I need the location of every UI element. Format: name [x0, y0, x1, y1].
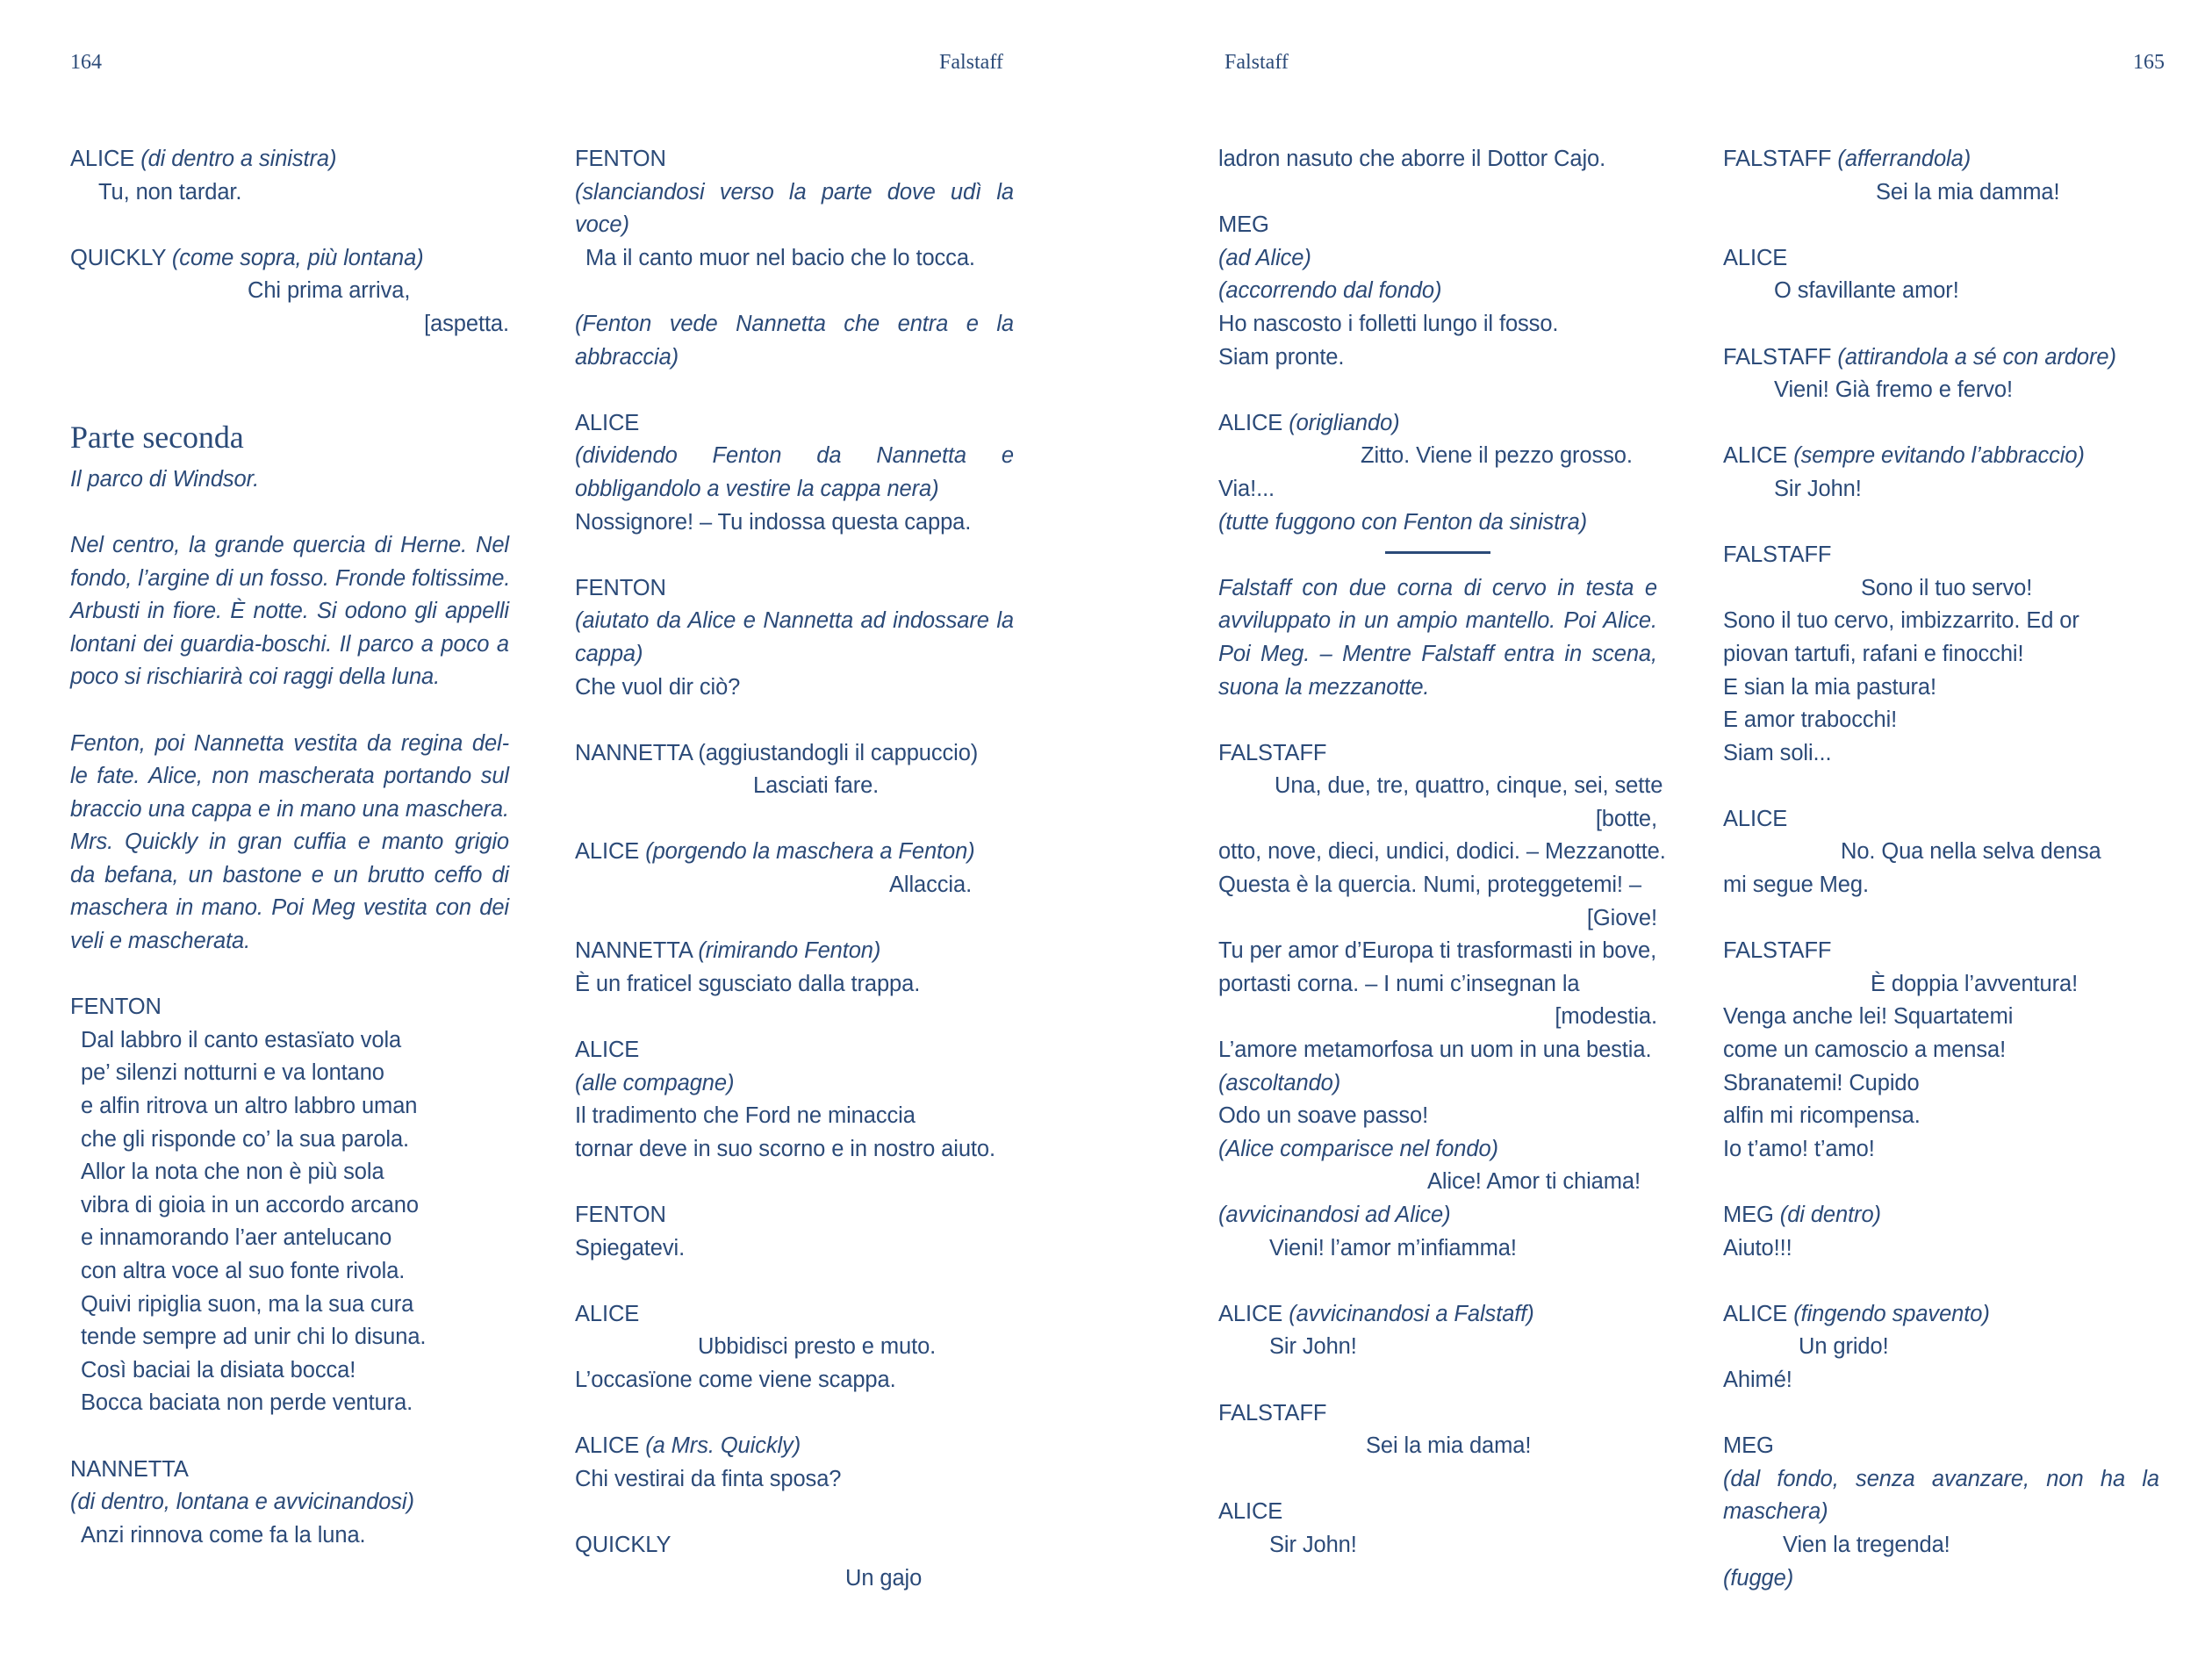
stage-direction: (a Mrs. Quickly) [645, 1433, 801, 1459]
verse-line: Bocca baciata non perde ventura. [81, 1390, 413, 1416]
verse-line: Così baciai la disiata bocca! [81, 1357, 356, 1382]
speech-heading [1723, 1199, 2159, 1232]
verse-line: ladron nasuto che aborre il Dottor Cajo. [1218, 147, 1606, 171]
verse-line: Sono il tuo cervo, imbizzarrito. Ed or [1723, 608, 2079, 634]
scene-description-line: da befana, un bastone e un brutto ceffo di [70, 862, 509, 887]
section-heading: Parte seconda [70, 419, 244, 455]
character-name: ALICE [1218, 410, 1283, 435]
verse-line: Sei la mia dama! [1366, 1433, 1532, 1459]
stage-direction: (avvicinandosi ad Alice) [1218, 1203, 1451, 1227]
verse-line: Alice! Amor ti chiama! [1427, 1169, 1641, 1195]
verse-line: O sfavillante amor! [1774, 278, 1959, 304]
verse-line: Allor la nota che non è più sola [81, 1160, 384, 1185]
verse-line: Io t’amo! t’amo! [1723, 1136, 1875, 1161]
verse-line: Sir John! [1269, 1334, 1357, 1360]
verse-line: Ho nascosto i folletti lungo il fosso. [1218, 311, 1559, 336]
character-name: ALICE [70, 147, 135, 171]
verse-line: alfin mi ricompensa. [1723, 1103, 1921, 1129]
stage-direction: obbligandolo a vestire la cappa nera) [575, 476, 939, 501]
speech-heading [575, 836, 1014, 869]
verse-line: [Giove! [1586, 905, 1657, 930]
verse-line: Ma il canto muor nel bacio che lo tocca. [585, 245, 975, 270]
stage-direction: (porgendo la maschera a Fenton) [645, 839, 975, 865]
verse-line: Vieni! l’amor m’infiamma! [1269, 1235, 1517, 1260]
stage-direction: (di dentro, lontana e avvicinandosi) [70, 1490, 414, 1515]
stage-direction: suona la mezzanotte. [1218, 674, 1430, 700]
left-page-number: 164 [70, 51, 102, 74]
character-name: ALICE [1723, 245, 1788, 270]
stage-direction: (fugge) [1723, 1565, 1794, 1591]
verse-line: Ahimé! [1723, 1367, 1792, 1392]
stage-direction: (Fenton vede Nannetta che entra e la [575, 311, 1014, 336]
stage-direction: (sempre evitando l’abbraccio) [1793, 443, 2085, 469]
character-name: FENTON [575, 1203, 666, 1227]
character-name: QUICKLY [70, 245, 166, 270]
stage-direction: (di dentro) [1779, 1203, 1881, 1227]
verse-line: Venga anche lei! Squartatemi [1723, 1004, 2014, 1030]
scene-description-line: braccio una cappa e in mano una maschera. [70, 796, 509, 822]
character-name: NANNETTA [575, 938, 693, 964]
scene-description-line: Mrs. Quickly in gran cuffia e manto grigio [70, 830, 509, 855]
stage-direction: voce) [575, 212, 629, 238]
scene-description-line: lontani dei guardia-boschi. Il parco a poco a [70, 631, 509, 657]
verse-line: e innamorando l’aer antelucano [81, 1225, 392, 1251]
verse-line: Sei la mia damma! [1876, 179, 2060, 205]
character-name: FENTON [575, 147, 666, 171]
character-name: FALSTAFF [1218, 1400, 1327, 1426]
character-name: FALSTAFF [1723, 938, 1832, 964]
verse-line: Sir John! [1774, 476, 1862, 501]
verse-line: Tu per amor d’Europa ti trasformasti in bove, [1218, 938, 1657, 964]
verse-line: Ubbidisci presto e muto. [698, 1334, 937, 1360]
verse-line: Sono il tuo servo! [1861, 575, 2033, 600]
verse-line: Via!... [1218, 476, 1275, 501]
verse-line: che gli risponde co’ la sua parola. [81, 1126, 410, 1152]
stage-direction: (avvicinandosi a Falstaff) [1289, 1301, 1534, 1326]
stage-direction: (dividendo Fenton da Nannetta e [575, 443, 1014, 469]
section-divider [1218, 539, 1657, 572]
character-name: ALICE [575, 410, 640, 435]
character-name: ALICE [575, 1433, 640, 1459]
verse-line: piovan tartufi, rafani e finocchi! [1723, 641, 2024, 666]
verse-line: Un grido! [1799, 1334, 1889, 1360]
character-name: ALICE [575, 1301, 640, 1326]
character-name: MEG [1218, 212, 1269, 238]
stage-direction: (alle compagne) [575, 1070, 735, 1095]
right-page-column-2 [1723, 143, 2159, 1595]
character-name: ALICE [575, 1038, 640, 1063]
stage-direction: (dal fondo, senza avanzare, non ha la [1723, 1466, 2159, 1491]
character-name: ALICE [1218, 1301, 1283, 1326]
character-name: ALICE [1218, 1499, 1283, 1525]
character-name: FALSTAFF [1723, 542, 1832, 568]
scene-setting: Il parco di Windsor. [70, 466, 260, 492]
stage-direction: (come sopra, più lontana) [171, 245, 424, 270]
speech-heading [1723, 143, 2159, 176]
character-name: FENTON [70, 995, 162, 1020]
character-name: MEG [1723, 1203, 1774, 1227]
stage-direction: (attirandola a sé con ardore) [1837, 344, 2116, 370]
verse-line: [modestia. [1555, 1004, 1657, 1030]
stage-direction: (fingendo spavento) [1793, 1301, 1990, 1326]
verse-line: Zitto. Viene il pezzo grosso. [1361, 443, 1633, 469]
character-name: ALICE [1723, 443, 1788, 469]
verse-line: E sian la mia pastura! [1723, 674, 1937, 700]
verse-line: tende sempre ad unir chi lo disuna. [81, 1325, 427, 1350]
verse-line: Odo un soave passo! [1218, 1103, 1429, 1129]
verse-line: Sir John! [1269, 1532, 1357, 1557]
right-page-column-1 [1218, 143, 1666, 1562]
verse-line: Vieni! Già fremo e fervo! [1774, 377, 2013, 403]
speech-heading [1723, 440, 2159, 473]
scene-description-line: le fate. Alice, non mascherata portando sul [70, 764, 509, 789]
stage-direction: (ad Alice) [1218, 245, 1311, 270]
character-name: ALICE [575, 839, 640, 865]
left-page-column-2 [575, 143, 1014, 1595]
speech-heading [1218, 407, 1657, 441]
stage-direction: (rimirando Fenton) [698, 938, 881, 964]
stage-direction: Falstaff con due corna di cervo in testa e [1218, 575, 1657, 600]
right-page-number: 165 [2133, 51, 2165, 74]
verse-line: come un camoscio a mensa! [1723, 1038, 2007, 1063]
verse-line: Siam soli... [1723, 740, 1832, 765]
scene-description-line: Nel centro, la grande quercia di Herne. Nel [70, 532, 509, 557]
scene-description-line: Arbusti in fiore. È notte. Si odono gli appelli [70, 599, 509, 624]
character-name: FENTON [575, 575, 666, 600]
character-name: ALICE [1723, 806, 1788, 831]
character-name: MEG [1723, 1433, 1774, 1459]
verse-line: No. Qua nella selva densa [1841, 839, 2101, 865]
scene-description-line: poco si rischiarirà coi raggi della luna. [70, 664, 441, 690]
stage-direction: abbraccia) [575, 344, 679, 370]
verse-line: Tu, non tardar. [98, 179, 242, 205]
verse-line: E amor trabocchi! [1723, 707, 1898, 733]
verse-line: [botte, [1595, 806, 1657, 831]
character-name: FALSTAFF [1218, 740, 1327, 765]
stage-direction: (afferrandola) [1837, 147, 1971, 171]
speech-heading [575, 1430, 1014, 1463]
verse-line: vibra di gioia in un accordo arcano [81, 1192, 419, 1217]
stage-direction: (tutte fuggono con Fenton da sinistra) [1218, 509, 1588, 535]
verse-line: [aspetta. [424, 311, 509, 336]
verse-line: Nossignore! – Tu indossa questa cappa. [575, 509, 972, 535]
stage-direction: (di dentro a sinistra) [140, 147, 337, 171]
verse-line: Vien la tregenda! [1783, 1532, 1950, 1557]
speech-heading [70, 242, 509, 276]
verse-line: Chi vestirai da finta sposa? [575, 1466, 842, 1491]
stage-direction: Poi Meg. – Mentre Falstaff entra in scena, [1218, 641, 1657, 666]
character-name: ALICE [1723, 1301, 1788, 1326]
verse-line: pe’ silenzi notturni e va lontano [81, 1060, 384, 1086]
speech-heading [1723, 341, 2159, 375]
character-name: FALSTAFF [1723, 147, 1832, 171]
scene-description-line: fondo, l’argine di un fosso. Fronde foltissime. [70, 565, 511, 591]
speech-heading [575, 737, 1014, 771]
stage-direction: (slanciandosi verso la parte dove udì la [575, 179, 1014, 205]
character-name: QUICKLY [575, 1532, 672, 1557]
speech-heading [70, 143, 509, 176]
verse-line: Il tradimento che Ford ne minaccia [575, 1103, 916, 1129]
verse-line: Dal labbro il canto estasïato vola [81, 1027, 402, 1052]
left-running-title: Falstaff [939, 51, 1003, 74]
verse-line: Una, due, tre, quattro, cinque, sei, sette [1275, 773, 1663, 799]
character-name: NANNETTA [575, 740, 693, 765]
stage-direction: avviluppato in un ampio mantello. Poi Alice. [1218, 608, 1657, 634]
stage-direction: (origliando) [1289, 410, 1400, 435]
speech-heading [1723, 1298, 2159, 1332]
scene-description-line: Fenton, poi Nannetta vestita da regina del- [70, 730, 509, 756]
scene-description-line: maschera in mano. Poi Meg vestita con dei [70, 895, 509, 921]
stage-direction: (Alice comparisce nel fondo) [1218, 1136, 1498, 1161]
speech-heading [1218, 1298, 1657, 1332]
verse-line: e alfin ritrova un altro labbro uman [81, 1094, 418, 1119]
left-page-column-1 [70, 143, 509, 1552]
verse-line: Anzi rinnova come fa la luna. [81, 1522, 366, 1548]
verse-line: Spiegatevi. [575, 1235, 686, 1260]
stage-direction: cappa) [575, 641, 643, 666]
stage-direction: (ascoltando) [1218, 1070, 1341, 1095]
scene-description-line: veli e mascherata. [70, 929, 251, 954]
verse-line: Siam pronte. [1218, 344, 1345, 370]
verse-line: mi segue Meg. [1723, 873, 1869, 898]
verse-line: Che vuol dir ciò? [575, 674, 741, 700]
verse-line: portasti corna. – I numi c’insegnan la [1218, 971, 1580, 996]
verse-line: È doppia l’avventura! [1871, 971, 2079, 996]
verse-line: Lasciati fare. [753, 773, 880, 799]
verse-line: Questa è la quercia. Numi, proteggetemi! – [1218, 873, 1641, 898]
stage-direction: (aiutato da Alice e Nannetta ad indossare la [575, 608, 1014, 634]
verse-line: tornar deve in suo scorno e in nostro aiuto. [575, 1136, 995, 1161]
verse-line: Quivi ripiglia suon, ma la sua cura [81, 1291, 414, 1317]
character-name: FALSTAFF [1723, 344, 1832, 370]
verse-line: Aiuto!!! [1723, 1235, 1792, 1260]
verse-line: È un fraticel sgusciato dalla trappa. [575, 971, 921, 996]
character-name: NANNETTA [70, 1456, 189, 1482]
verse-line: con altra voce al suo fonte rivola. [81, 1259, 406, 1283]
verse-line: Allaccia. [889, 873, 973, 898]
verse-line: otto, nove, dieci, undici, dodici. – Mezzanotte. [1218, 839, 1666, 865]
stage-direction: maschera) [1723, 1499, 1828, 1525]
verse-line: L’occasïone come viene scappa. [575, 1367, 896, 1392]
verse-line: Un gajo [845, 1565, 923, 1591]
verse-line: Chi prima arriva, [248, 278, 411, 304]
stage-direction: (accorrendo dal fondo) [1218, 278, 1442, 304]
speech-heading [575, 935, 1014, 968]
verse-line: Sbranatemi! Cupido [1723, 1070, 1920, 1095]
right-running-title: Falstaff [1224, 51, 1289, 74]
stage-direction: (aggiustandogli il cappuccio) [698, 740, 979, 765]
verse-line: L’amore metamorfosa un uom in una bestia. [1218, 1038, 1652, 1063]
